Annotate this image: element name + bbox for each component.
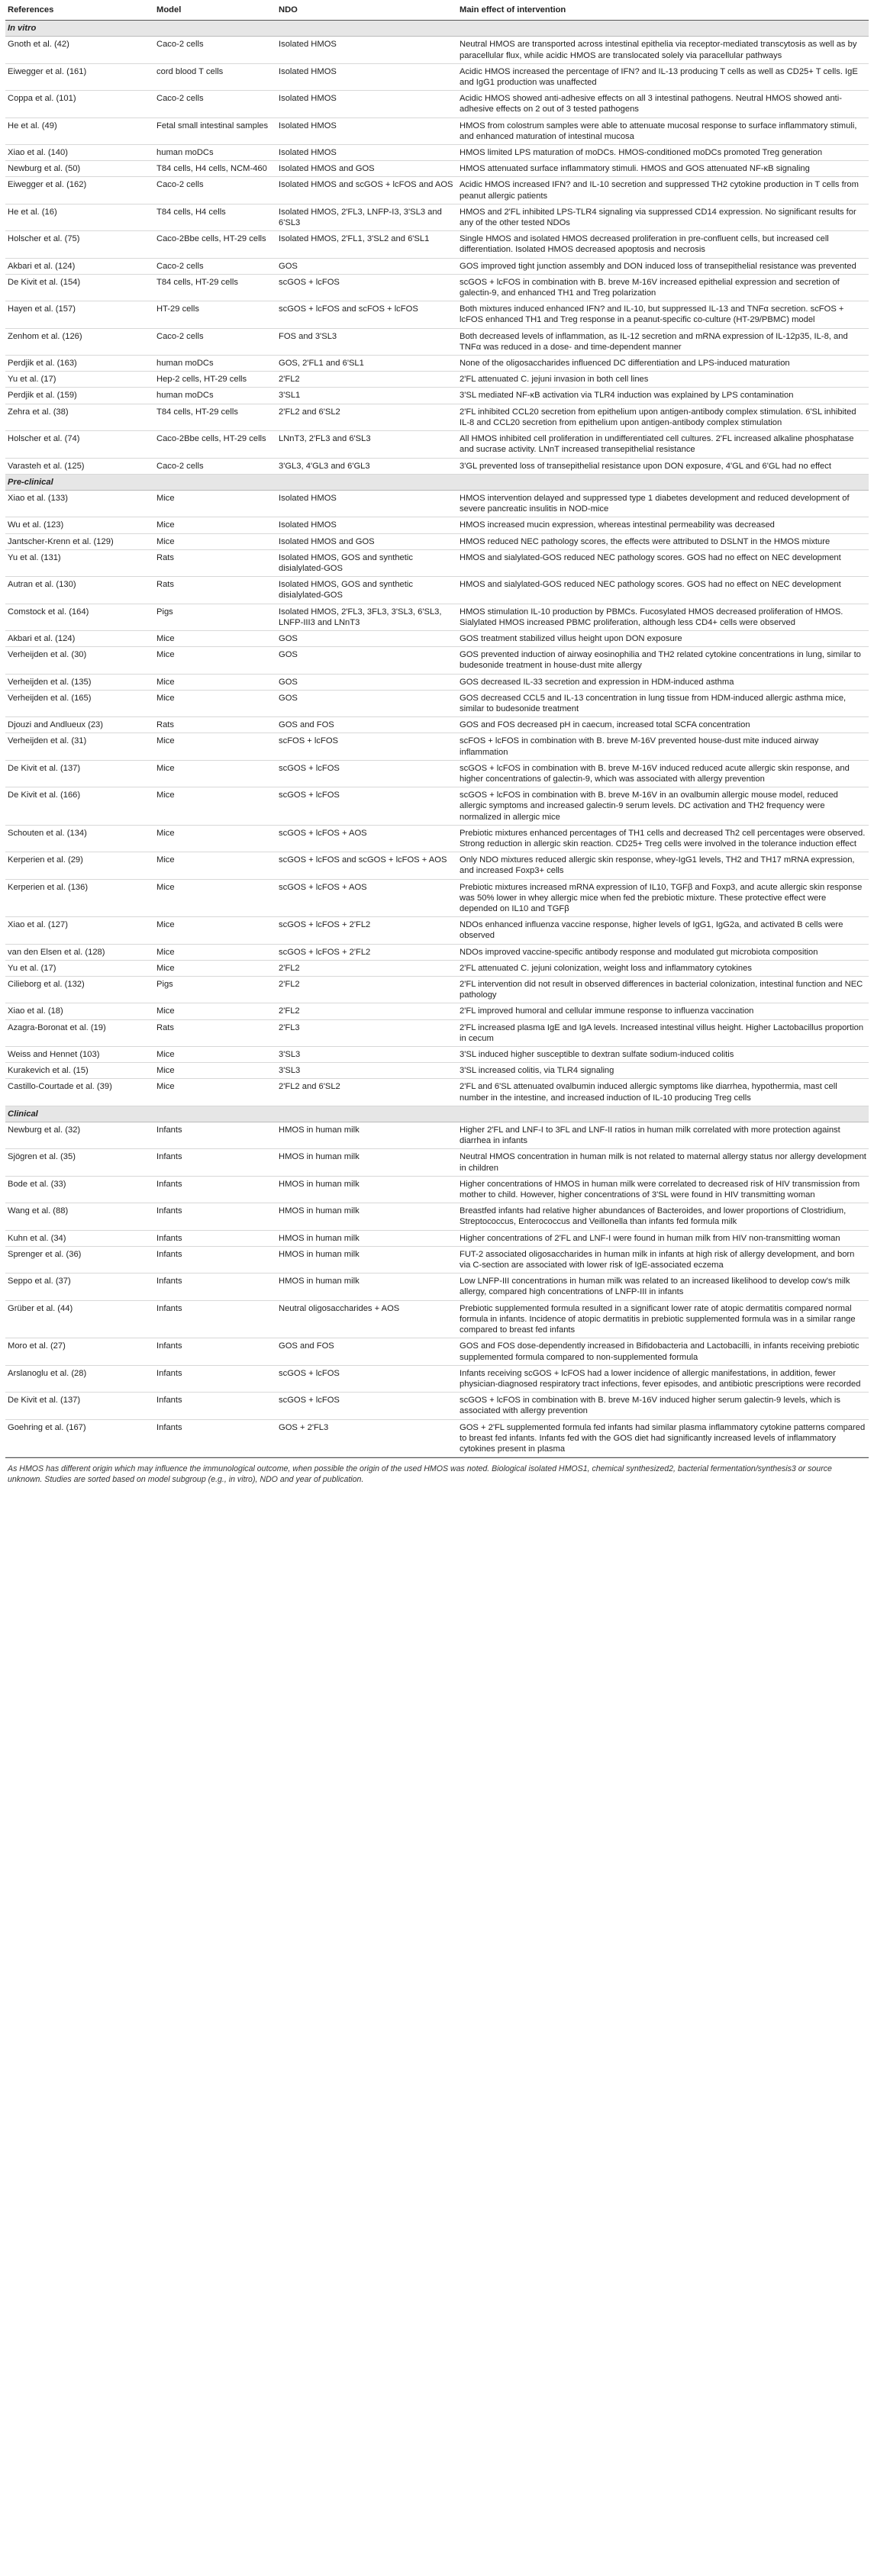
cell-main-effect: HMOS and sialylated-GOS reduced NEC pathology scores. GOS had no effect on NEC development bbox=[457, 577, 869, 604]
cell-ndo: scGOS + lcFOS + AOS bbox=[276, 825, 457, 852]
cell-main-effect: 2'FL inhibited CCL20 secretion from epithelium upon antigen-antibody complex stimulation. 6'SL inhibited IL-8 and CCL20 secretion from epithelium upon antigen-antibody complex stimulation bbox=[457, 404, 869, 430]
cell-ndo: HMOS in human milk bbox=[276, 1230, 457, 1246]
table-row bbox=[5, 879, 869, 917]
cell-ndo: Isolated HMOS, 2'FL3, LNFP-I3, 3'SL3 and 6'SL3 bbox=[276, 204, 457, 230]
cell-main-effect: 3'GL prevented loss of transepithelial resistance upon DON exposure, 4'GL and 6'GL had no effect bbox=[457, 458, 869, 474]
cell-ndo: GOS bbox=[276, 647, 457, 674]
cell-model: Mice bbox=[154, 960, 276, 976]
cell-reference: Yu et al. (17) bbox=[5, 372, 154, 388]
cell-ndo: GOS + 2'FL3 bbox=[276, 1419, 457, 1457]
table-row bbox=[5, 431, 869, 458]
cell-main-effect: 2'FL attenuated C. jejuni colonization, weight loss and inflammatory cytokines bbox=[457, 960, 869, 976]
table-row bbox=[5, 1079, 869, 1106]
cell-main-effect: Both mixtures induced enhanced IFN? and IL-10, but suppressed IL-13 and TNFα secretion. scFOS + lcFOS enhanced TH1 and Treg response in a peanut-specific co-culture (HT-29/PBMC) model bbox=[457, 301, 869, 328]
table-row bbox=[5, 630, 869, 646]
cell-ndo: Isolated HMOS bbox=[276, 145, 457, 161]
cell-model: Infants bbox=[154, 1393, 276, 1419]
cell-ndo: Isolated HMOS bbox=[276, 37, 457, 63]
cell-ndo: FOS and 3'SL3 bbox=[276, 328, 457, 355]
table-row bbox=[5, 231, 869, 258]
cell-reference: De Kivit et al. (137) bbox=[5, 1393, 154, 1419]
table-footnote: As HMOS has different origin which may influence the immunological outcome, when possible the origin of the used HMOS was noted. Biological isolated HMOS1, chemical synthesized2, bacterial fermentation/synthesis3 or source unknown. Studies are sorted based on model subgroup (e.g., in vitro), NDO and year of publication. bbox=[5, 1457, 869, 1485]
cell-model: Infants bbox=[154, 1176, 276, 1203]
table-row bbox=[5, 717, 869, 733]
cell-reference: Yu et al. (17) bbox=[5, 960, 154, 976]
cell-model: Mice bbox=[154, 490, 276, 517]
cell-reference: Coppa et al. (101) bbox=[5, 91, 154, 118]
cell-ndo: scFOS + lcFOS bbox=[276, 733, 457, 760]
table-row bbox=[5, 274, 869, 301]
cell-reference: De Kivit et al. (154) bbox=[5, 274, 154, 301]
cell-model: human moDCs bbox=[154, 388, 276, 404]
cell-ndo: GOS bbox=[276, 690, 457, 716]
table-row bbox=[5, 549, 869, 576]
cell-ndo: 3'SL3 bbox=[276, 1063, 457, 1079]
cell-reference: Sprenger et al. (36) bbox=[5, 1246, 154, 1273]
table-row bbox=[5, 977, 869, 1003]
cell-reference: Varasteh et al. (125) bbox=[5, 458, 154, 474]
cell-model: T84 cells, HT-29 cells bbox=[154, 404, 276, 430]
cell-reference: Newburg et al. (32) bbox=[5, 1122, 154, 1149]
cell-model: human moDCs bbox=[154, 145, 276, 161]
cell-model: Mice bbox=[154, 1079, 276, 1106]
table-row bbox=[5, 91, 869, 118]
cell-ndo: Isolated HMOS, 2'FL3, 3FL3, 3'SL3, 6'SL3, LNFP-III3 and LNnT3 bbox=[276, 604, 457, 630]
cell-main-effect: FUT-2 associated oligosaccharides in human milk in infants at high risk of allergy development, and born via C-section are associated with lower risk of IgE-associated eczema bbox=[457, 1246, 869, 1273]
cell-reference: Akbari et al. (124) bbox=[5, 630, 154, 646]
cell-main-effect: Higher 2'FL and LNF-I to 3FL and LNF-II ratios in human milk correlated with more protection against diarrhea in infants bbox=[457, 1122, 869, 1149]
cell-ndo: HMOS in human milk bbox=[276, 1149, 457, 1176]
cell-reference: He et al. (49) bbox=[5, 118, 154, 144]
cell-main-effect: GOS and FOS decreased pH in caecum, increased total SCFA concentration bbox=[457, 717, 869, 733]
table-row bbox=[5, 960, 869, 976]
cell-ndo: 2'FL2 bbox=[276, 1003, 457, 1019]
table-row bbox=[5, 533, 869, 549]
cell-main-effect: Neutral HMOS are transported across intestinal epithelia via receptor-mediated transcytosis as well as by paracellular flux, while acidic HMOS are translocated solely via paracellular pathways bbox=[457, 37, 869, 63]
cell-reference: Goehring et al. (167) bbox=[5, 1419, 154, 1457]
cell-model: Mice bbox=[154, 630, 276, 646]
cell-ndo: Isolated HMOS, GOS and synthetic disialylated-GOS bbox=[276, 577, 457, 604]
cell-ndo: HMOS in human milk bbox=[276, 1203, 457, 1230]
cell-main-effect: 2'FL attenuated C. jejuni invasion in both cell lines bbox=[457, 372, 869, 388]
cell-ndo: GOS and FOS bbox=[276, 717, 457, 733]
cell-main-effect: scGOS + lcFOS in combination with B. breve M-16V induced reduced acute allergic skin response, and higher concentrations of galectin-9, which was associated with allergy prevention bbox=[457, 760, 869, 787]
cell-ndo: HMOS in human milk bbox=[276, 1246, 457, 1273]
header-ndo: NDO bbox=[276, 0, 457, 21]
cell-main-effect: GOS decreased IL-33 secretion and expression in HDM-induced asthma bbox=[457, 674, 869, 690]
table-row bbox=[5, 1019, 869, 1046]
cell-reference: Verheijden et al. (165) bbox=[5, 690, 154, 716]
cell-main-effect: Higher concentrations of 2'FL and LNF-I were found in human milk from HIV non-transmitting woman bbox=[457, 1230, 869, 1246]
cell-model: Caco-2Bbe cells, HT-29 cells bbox=[154, 431, 276, 458]
table-row bbox=[5, 404, 869, 430]
cell-model: Caco-2 cells bbox=[154, 458, 276, 474]
cell-model: Infants bbox=[154, 1365, 276, 1392]
cell-ndo: 2'FL2 and 6'SL2 bbox=[276, 404, 457, 430]
cell-reference: Arslanoglu et al. (28) bbox=[5, 1365, 154, 1392]
cell-ndo: Isolated HMOS and GOS bbox=[276, 533, 457, 549]
cell-model: Rats bbox=[154, 549, 276, 576]
table-row bbox=[5, 118, 869, 144]
table-row bbox=[5, 1393, 869, 1419]
cell-main-effect: HMOS and 2'FL inhibited LPS-TLR4 signaling via suppressed CD14 expression. No significant results for any of the other tested NDOs bbox=[457, 204, 869, 230]
table-row bbox=[5, 1063, 869, 1079]
cell-ndo: 2'FL3 bbox=[276, 1019, 457, 1046]
cell-model: Mice bbox=[154, 760, 276, 787]
table-row bbox=[5, 825, 869, 852]
cell-model: HT-29 cells bbox=[154, 301, 276, 328]
cell-main-effect: HMOS increased mucin expression, whereas intestinal permeability was decreased bbox=[457, 517, 869, 533]
cell-main-effect: 3'SL induced higher susceptible to dextran sulfate sodium-induced colitis bbox=[457, 1047, 869, 1063]
cell-reference: Newburg et al. (50) bbox=[5, 161, 154, 177]
cell-ndo: Isolated HMOS bbox=[276, 517, 457, 533]
cell-main-effect: HMOS reduced NEC pathology scores, the effects were attributed to DSLNT in the HMOS mixture bbox=[457, 533, 869, 549]
cell-ndo: 2'FL2 bbox=[276, 372, 457, 388]
table-row bbox=[5, 733, 869, 760]
cell-reference: Verheijden et al. (135) bbox=[5, 674, 154, 690]
cell-reference: Xiao et al. (133) bbox=[5, 490, 154, 517]
cell-main-effect: Neutral HMOS concentration in human milk is not related to maternal allergy status nor allergy development in children bbox=[457, 1149, 869, 1176]
table-row bbox=[5, 204, 869, 230]
cell-model: Caco-2Bbe cells, HT-29 cells bbox=[154, 231, 276, 258]
table-row bbox=[5, 1122, 869, 1149]
table-row bbox=[5, 177, 869, 204]
cell-main-effect: Acidic HMOS increased the percentage of IFN? and IL-13 producing T cells as well as CD25+ T cells. IgE and IgG1 production was unaffected bbox=[457, 63, 869, 90]
cell-ndo: scGOS + lcFOS bbox=[276, 274, 457, 301]
cell-main-effect: NDOs enhanced influenza vaccine response, higher levels of IgG1, IgG2a, and activated B cells were observed bbox=[457, 917, 869, 944]
cell-ndo: scGOS + lcFOS bbox=[276, 1365, 457, 1392]
table-row bbox=[5, 1246, 869, 1273]
cell-reference: Azagra-Boronat et al. (19) bbox=[5, 1019, 154, 1046]
cell-main-effect: Both decreased levels of inflammation, as IL-12 secretion and mRNA expression of IL-12p35, IL-8, and TNFα was reduced in a dose- and time-dependent manner bbox=[457, 328, 869, 355]
cell-main-effect: Single HMOS and isolated HMOS decreased proliferation in pre-confluent cells, but increased cell differentiation. Isolated HMOS decreased apoptosis and necrosis bbox=[457, 231, 869, 258]
cell-model: Mice bbox=[154, 917, 276, 944]
table-row bbox=[5, 258, 869, 274]
cell-model: Fetal small intestinal samples bbox=[154, 118, 276, 144]
cell-ndo: scGOS + lcFOS bbox=[276, 760, 457, 787]
cell-ndo: GOS bbox=[276, 258, 457, 274]
table-row bbox=[5, 852, 869, 879]
cell-model: human moDCs bbox=[154, 356, 276, 372]
cell-reference: Kerperien et al. (136) bbox=[5, 879, 154, 917]
cell-model: Infants bbox=[154, 1274, 276, 1300]
cell-main-effect: 2'FL intervention did not result in observed differences in bacterial colonization, intestinal function and NEC pathology bbox=[457, 977, 869, 1003]
cell-reference: Eiwegger et al. (162) bbox=[5, 177, 154, 204]
cell-reference: De Kivit et al. (137) bbox=[5, 760, 154, 787]
cell-reference: Kuhn et al. (34) bbox=[5, 1230, 154, 1246]
cell-ndo: Isolated HMOS and scGOS + lcFOS and AOS bbox=[276, 177, 457, 204]
cell-model: Mice bbox=[154, 533, 276, 549]
table-row bbox=[5, 674, 869, 690]
cell-main-effect: Low LNFP-III concentrations in human milk was related to an increased likelihood to develop cow's milk allergy, compared high concentrations of LNFP-III in infants bbox=[457, 1274, 869, 1300]
cell-reference: Zenhom et al. (126) bbox=[5, 328, 154, 355]
table-row bbox=[5, 388, 869, 404]
cell-main-effect: Acidic HMOS showed anti-adhesive effects on all 3 intestinal pathogens. Neutral HMOS showed anti-adhesive effects on 2 out of 3 tested pathogens bbox=[457, 91, 869, 118]
table-row bbox=[5, 37, 869, 63]
cell-main-effect: Prebiotic mixtures enhanced percentages of TH1 cells and decreased Th2 cell percentages were observed. Strong reduction in allergic skin reaction. CD25+ Treg cells were involved in the tolerance induction effect bbox=[457, 825, 869, 852]
cell-reference: Castillo-Courtade et al. (39) bbox=[5, 1079, 154, 1106]
cell-main-effect: scGOS + lcFOS in combination with B. breve M-16V induced higher serum galectin-9 levels, which is associated with allergy prevention bbox=[457, 1393, 869, 1419]
cell-main-effect: 2'FL and 6'SL attenuated ovalbumin induced allergic symptoms like diarrhea, hypothermia, mast cell number in the intestine, and increased induction of IL-10 producing Treg cells bbox=[457, 1079, 869, 1106]
table-row bbox=[5, 63, 869, 90]
table-row bbox=[5, 356, 869, 372]
cell-ndo: scGOS + lcFOS and scFOS + lcFOS bbox=[276, 301, 457, 328]
cell-model: Infants bbox=[154, 1246, 276, 1273]
cell-model: Mice bbox=[154, 690, 276, 716]
cell-ndo: scGOS + lcFOS and scGOS + lcFOS + AOS bbox=[276, 852, 457, 879]
cell-model: Rats bbox=[154, 577, 276, 604]
cell-reference: Cilieborg et al. (132) bbox=[5, 977, 154, 1003]
cell-ndo: GOS bbox=[276, 630, 457, 646]
cell-model: Mice bbox=[154, 787, 276, 826]
table-row bbox=[5, 145, 869, 161]
cell-main-effect: Infants receiving scGOS + lcFOS had a lower incidence of allergic manifestations, in addition, fewer physician-diagnosed respiratory tract infections, fever episodes, and antibiotic prescriptions were recorded bbox=[457, 1365, 869, 1392]
cell-reference: Xiao et al. (140) bbox=[5, 145, 154, 161]
cell-reference: Eiwegger et al. (161) bbox=[5, 63, 154, 90]
cell-reference: Kurakevich et al. (15) bbox=[5, 1063, 154, 1079]
cell-ndo: 3'GL3, 4'GL3 and 6'GL3 bbox=[276, 458, 457, 474]
cell-reference: Perdjik et al. (163) bbox=[5, 356, 154, 372]
cell-main-effect: Only NDO mixtures reduced allergic skin response, whey-IgG1 levels, TH2 and TH17 mRNA expression, and increased Foxp3+ cells bbox=[457, 852, 869, 879]
cell-model: Mice bbox=[154, 825, 276, 852]
cell-main-effect: NDOs improved vaccine-specific antibody response and modulated gut microbiota composition bbox=[457, 944, 869, 960]
cell-model: Mice bbox=[154, 517, 276, 533]
cell-reference: He et al. (16) bbox=[5, 204, 154, 230]
cell-main-effect: GOS treatment stabilized villus height upon DON exposure bbox=[457, 630, 869, 646]
table-row bbox=[5, 944, 869, 960]
cell-ndo: 2'FL2 and 6'SL2 bbox=[276, 1079, 457, 1106]
cell-ndo: GOS bbox=[276, 674, 457, 690]
cell-ndo: Isolated HMOS bbox=[276, 91, 457, 118]
cell-ndo: HMOS in human milk bbox=[276, 1274, 457, 1300]
table-row bbox=[5, 1149, 869, 1176]
cell-reference: Zehra et al. (38) bbox=[5, 404, 154, 430]
cell-reference: Akbari et al. (124) bbox=[5, 258, 154, 274]
cell-ndo: LNnT3, 2'FL3 and 6'SL3 bbox=[276, 431, 457, 458]
cell-reference: Wang et al. (88) bbox=[5, 1203, 154, 1230]
cell-main-effect: Acidic HMOS increased IFN? and IL-10 secretion and suppressed TH2 cytokine production in T cells from peanut allergic patients bbox=[457, 177, 869, 204]
cell-model: Infants bbox=[154, 1419, 276, 1457]
cell-ndo: Isolated HMOS, GOS and synthetic disialylated-GOS bbox=[276, 549, 457, 576]
cell-main-effect: HMOS attenuated surface inflammatory stimuli. HMOS and GOS attenuated NF-κB signaling bbox=[457, 161, 869, 177]
header-references: References bbox=[5, 0, 154, 21]
cell-model: Caco-2 cells bbox=[154, 37, 276, 63]
table-row bbox=[5, 517, 869, 533]
cell-main-effect: 3'SL increased colitis, via TLR4 signaling bbox=[457, 1063, 869, 1079]
cell-main-effect: 2'FL improved humoral and cellular immune response to influenza vaccination bbox=[457, 1003, 869, 1019]
table-row bbox=[5, 917, 869, 944]
section-title: Clinical bbox=[5, 1106, 869, 1122]
table-body bbox=[5, 21, 869, 1457]
section-header-row bbox=[5, 21, 869, 37]
cell-model: Mice bbox=[154, 647, 276, 674]
table-row bbox=[5, 161, 869, 177]
cell-model: T84 cells, HT-29 cells bbox=[154, 274, 276, 301]
cell-main-effect: 3'SL mediated NF-κB activation via TLR4 induction was explained by LPS contamination bbox=[457, 388, 869, 404]
cell-model: Infants bbox=[154, 1338, 276, 1365]
cell-reference: Xiao et al. (127) bbox=[5, 917, 154, 944]
cell-ndo: 2'FL2 bbox=[276, 960, 457, 976]
cell-main-effect: HMOS intervention delayed and suppressed type 1 diabetes development and reduced development of severe pancreatic insulitis in NOD-mice bbox=[457, 490, 869, 517]
table-row bbox=[5, 301, 869, 328]
cell-model: Pigs bbox=[154, 977, 276, 1003]
header-row bbox=[5, 0, 869, 21]
cell-model: Hep-2 cells, HT-29 cells bbox=[154, 372, 276, 388]
cell-reference: Jantscher-Krenn et al. (129) bbox=[5, 533, 154, 549]
section-header-row bbox=[5, 1106, 869, 1122]
cell-reference: Wu et al. (123) bbox=[5, 517, 154, 533]
cell-model: Infants bbox=[154, 1122, 276, 1149]
cell-reference: Djouzi and Andlueux (23) bbox=[5, 717, 154, 733]
cell-main-effect: 2'FL increased plasma IgE and IgA levels. Increased intestinal villus height. Higher Lactobacillus proportion in cecum bbox=[457, 1019, 869, 1046]
cell-ndo: GOS, 2'FL1 and 6'SL1 bbox=[276, 356, 457, 372]
cell-main-effect: GOS improved tight junction assembly and DON induced loss of transepithelial resistance was prevented bbox=[457, 258, 869, 274]
cell-model: Mice bbox=[154, 674, 276, 690]
cell-reference: Grüber et al. (44) bbox=[5, 1300, 154, 1338]
cell-model: Caco-2 cells bbox=[154, 177, 276, 204]
table-row bbox=[5, 1176, 869, 1203]
table-row bbox=[5, 1230, 869, 1246]
cell-main-effect: GOS and FOS dose-dependently increased in Bifidobacteria and Lactobacilli, in infants receiving prebiotic supplemented formula compared to non-supplemented formula bbox=[457, 1338, 869, 1365]
cell-main-effect: GOS + 2'FL supplemented formula fed infants had similar plasma inflammatory cytokine patterns compared to breast fed infants. Infants fed with the GOS diet had significantly increased levels of inflammatory cytokines present in plasma bbox=[457, 1419, 869, 1457]
cell-main-effect: Higher concentrations of HMOS in human milk were correlated to decreased risk of HIV transmission from mother to child. However, higher concentrations of 3'SL were found in HIV transmitting woman bbox=[457, 1176, 869, 1203]
cell-model: Mice bbox=[154, 1063, 276, 1079]
cell-reference: Holscher et al. (74) bbox=[5, 431, 154, 458]
cell-reference: Xiao et al. (18) bbox=[5, 1003, 154, 1019]
table-row bbox=[5, 1300, 869, 1338]
cell-ndo: Isolated HMOS bbox=[276, 63, 457, 90]
table-row bbox=[5, 1203, 869, 1230]
cell-ndo: scGOS + lcFOS + 2'FL2 bbox=[276, 917, 457, 944]
table-row bbox=[5, 458, 869, 474]
cell-reference: Gnoth et al. (42) bbox=[5, 37, 154, 63]
cell-ndo: Neutral oligosaccharides + AOS bbox=[276, 1300, 457, 1338]
cell-model: Mice bbox=[154, 1047, 276, 1063]
cell-model: Mice bbox=[154, 852, 276, 879]
cell-reference: Verheijden et al. (31) bbox=[5, 733, 154, 760]
cell-model: cord blood T cells bbox=[154, 63, 276, 90]
cell-model: T84 cells, H4 cells, NCM-460 bbox=[154, 161, 276, 177]
table-row bbox=[5, 577, 869, 604]
table-row bbox=[5, 1274, 869, 1300]
table-row bbox=[5, 328, 869, 355]
section-header-row bbox=[5, 474, 869, 490]
table-row bbox=[5, 1338, 869, 1365]
cell-reference: Moro et al. (27) bbox=[5, 1338, 154, 1365]
table-row bbox=[5, 1419, 869, 1457]
cell-ndo: Isolated HMOS, 2'FL1, 3'SL2 and 6'SL1 bbox=[276, 231, 457, 258]
cell-ndo: Isolated HMOS and GOS bbox=[276, 161, 457, 177]
cell-reference: Yu et al. (131) bbox=[5, 549, 154, 576]
cell-main-effect: scGOS + lcFOS in combination with B. breve M-16V increased epithelial expression and secretion of galectin-9, and enhanced TH1 and Treg polarization bbox=[457, 274, 869, 301]
cell-reference: Comstock et al. (164) bbox=[5, 604, 154, 630]
reference-table bbox=[5, 0, 869, 1457]
cell-ndo: scGOS + lcFOS + AOS bbox=[276, 879, 457, 917]
cell-ndo: HMOS in human milk bbox=[276, 1122, 457, 1149]
cell-main-effect: HMOS limited LPS maturation of moDCs. HMOS-conditioned moDCs promoted Treg generation bbox=[457, 145, 869, 161]
cell-ndo: scGOS + lcFOS + 2'FL2 bbox=[276, 944, 457, 960]
cell-ndo: 3'SL1 bbox=[276, 388, 457, 404]
cell-model: Caco-2 cells bbox=[154, 91, 276, 118]
cell-model: Infants bbox=[154, 1203, 276, 1230]
cell-model: T84 cells, H4 cells bbox=[154, 204, 276, 230]
cell-model: Infants bbox=[154, 1230, 276, 1246]
cell-reference: Kerperien et al. (29) bbox=[5, 852, 154, 879]
cell-main-effect: Prebiotic mixtures increased mRNA expression of IL10, TGFβ and Foxp3, and acute allergic skin response was 50% lower in whey allergic mice when fed the prebiotic mixture. These protective effect were depended on IL10 and TGFβ bbox=[457, 879, 869, 917]
cell-main-effect: Breastfed infants had relative higher abundances of Bacteroides, and lower proportions of Clostridium, Streptococcus, Enterococcus and Veillonella than infants fed formula milk bbox=[457, 1203, 869, 1230]
table-row bbox=[5, 1003, 869, 1019]
cell-ndo: Isolated HMOS bbox=[276, 490, 457, 517]
cell-reference: Verheijden et al. (30) bbox=[5, 647, 154, 674]
section-title: Pre-clinical bbox=[5, 474, 869, 490]
cell-ndo: 3'SL3 bbox=[276, 1047, 457, 1063]
cell-reference: Hayen et al. (157) bbox=[5, 301, 154, 328]
cell-model: Rats bbox=[154, 717, 276, 733]
cell-model: Rats bbox=[154, 1019, 276, 1046]
table-row bbox=[5, 647, 869, 674]
cell-ndo: scGOS + lcFOS bbox=[276, 787, 457, 826]
cell-model: Mice bbox=[154, 879, 276, 917]
cell-model: Caco-2 cells bbox=[154, 258, 276, 274]
cell-reference: Seppo et al. (37) bbox=[5, 1274, 154, 1300]
cell-main-effect: GOS prevented induction of airway eosinophilia and TH2 related cytokine concentrations in lung, similar to budesonide treatment in house-dust mite allergy bbox=[457, 647, 869, 674]
cell-reference: De Kivit et al. (166) bbox=[5, 787, 154, 826]
cell-reference: Bode et al. (33) bbox=[5, 1176, 154, 1203]
cell-model: Infants bbox=[154, 1149, 276, 1176]
table-row bbox=[5, 1047, 869, 1063]
cell-reference: van den Elsen et al. (128) bbox=[5, 944, 154, 960]
cell-main-effect: Prebiotic supplemented formula resulted in a significant lower rate of atopic dermatitis compared normal formula in infants. Incidence of atopic dermatitis in prebiotic supplemented formula was in a similar range compared to breast fed infants bbox=[457, 1300, 869, 1338]
cell-main-effect: HMOS stimulation IL-10 production by PBMCs. Fucosylated HMOS decreased proliferation of HMOS. Sialylated HMOS increased PBMC proliferation, although less CD4+ cells were observed bbox=[457, 604, 869, 630]
cell-model: Mice bbox=[154, 944, 276, 960]
table-row bbox=[5, 760, 869, 787]
cell-main-effect: HMOS from colostrum samples were able to attenuate mucosal response to surface inflammatory stimuli, and enhanced maturation of intestinal mucosa bbox=[457, 118, 869, 144]
section-title: In vitro bbox=[5, 21, 869, 37]
table-row bbox=[5, 787, 869, 826]
cell-main-effect: HMOS and sialylated-GOS reduced NEC pathology scores. GOS had no effect on NEC development bbox=[457, 549, 869, 576]
cell-ndo: scGOS + lcFOS bbox=[276, 1393, 457, 1419]
table-row bbox=[5, 604, 869, 630]
cell-reference: Sjögren et al. (35) bbox=[5, 1149, 154, 1176]
cell-ndo: HMOS in human milk bbox=[276, 1176, 457, 1203]
cell-main-effect: None of the oligosaccharides influenced DC differentiation and LPS-induced maturation bbox=[457, 356, 869, 372]
table-row bbox=[5, 690, 869, 716]
table-row bbox=[5, 1365, 869, 1392]
cell-model: Mice bbox=[154, 1003, 276, 1019]
table-row bbox=[5, 490, 869, 517]
cell-reference: Holscher et al. (75) bbox=[5, 231, 154, 258]
cell-ndo: GOS and FOS bbox=[276, 1338, 457, 1365]
table-row bbox=[5, 372, 869, 388]
cell-model: Pigs bbox=[154, 604, 276, 630]
cell-reference: Weiss and Hennet (103) bbox=[5, 1047, 154, 1063]
cell-main-effect: scFOS + lcFOS in combination with B. breve M-16V prevented house-dust mite induced airway inflammation bbox=[457, 733, 869, 760]
cell-main-effect: GOS decreased CCL5 and IL-13 concentration in lung tissue from HDM-induced allergic asthma mice, similar to budesonide treatment bbox=[457, 690, 869, 716]
cell-main-effect: scGOS + lcFOS in combination with B. breve M-16V in an ovalbumin allergic mouse model, reduced allergic symptoms and increased galectin-9 serum levels. DC activation and TH2 frequency were normalized in allergic mice bbox=[457, 787, 869, 826]
header-model: Model bbox=[154, 0, 276, 21]
cell-reference: Perdjik et al. (159) bbox=[5, 388, 154, 404]
header-main-effect: Main effect of intervention bbox=[457, 0, 869, 21]
cell-ndo: Isolated HMOS bbox=[276, 118, 457, 144]
cell-main-effect: All HMOS inhibited cell proliferation in undifferentiated cell cultures. 2'FL increased alkaline phosphatase and sucrase activity. LNnT increased transepithelial resistance bbox=[457, 431, 869, 458]
cell-model: Caco-2 cells bbox=[154, 328, 276, 355]
cell-model: Mice bbox=[154, 733, 276, 760]
cell-ndo: 2'FL2 bbox=[276, 977, 457, 1003]
cell-reference: Autran et al. (130) bbox=[5, 577, 154, 604]
cell-model: Infants bbox=[154, 1300, 276, 1338]
cell-reference: Schouten et al. (134) bbox=[5, 825, 154, 852]
